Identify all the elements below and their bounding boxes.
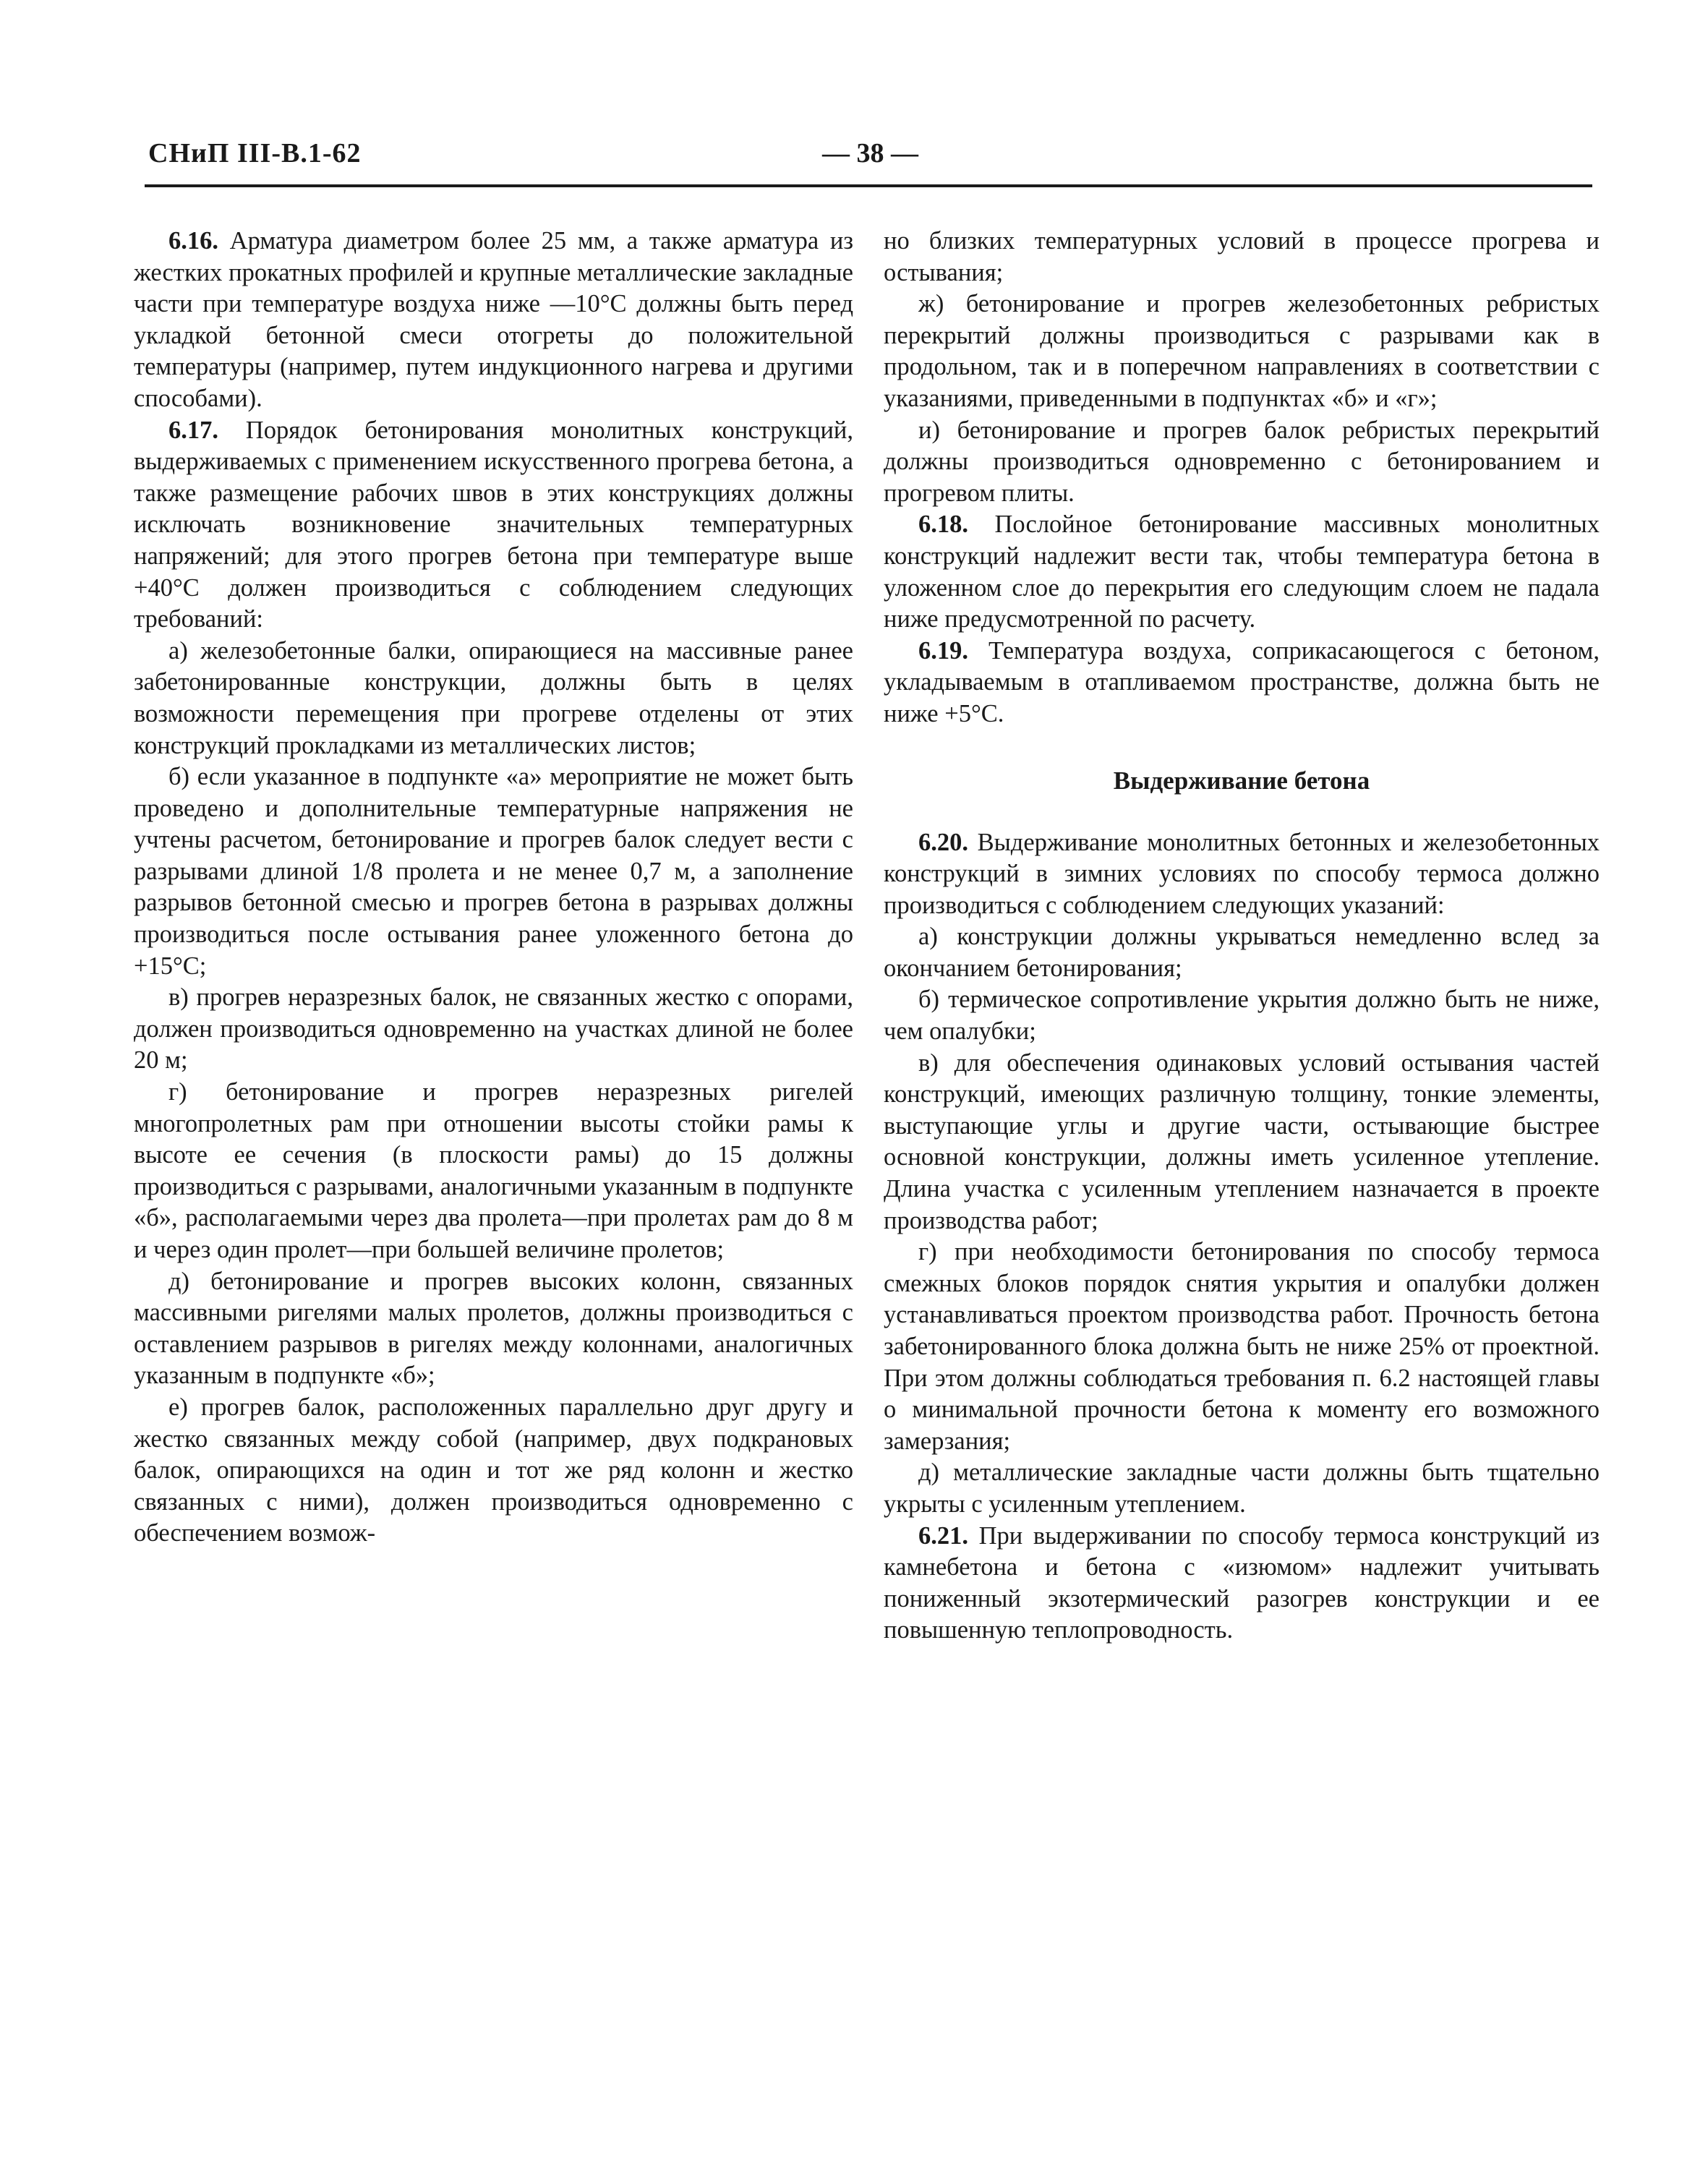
paragraph-text: Арматура диаметром более 25 мм, а также арматура из жестких прокатных профилей и крупные металлические закладные части при температуре воздуха ниже —10°С должны быть перед укладкой бетонной смеси отогреты до положительной температуры (например, путем индукционного нагрева и другими способами). [134, 227, 853, 412]
paragraph-number: 6.18. [918, 511, 968, 539]
paragraph-6-17 [134, 415, 853, 636]
list-item-e-continued: но близких температурных условий в процессе прогрева и остывания; [884, 227, 1600, 286]
paragraph-text: Порядок бетонирования монолитных конструкций, выдерживаемых с применением искусственного прогрева бетона, а также размещение рабочих швов в этих конструкциях должны исключать возникновение значительных температурных напряжений; для этого прогрев бетона при температуре выше +40°С должен производиться с соблюдением следующих требований: [134, 416, 853, 633]
list-item-a: а) конструкции должны укрываться немедленно вслед за окончанием бетонирования; [884, 923, 1600, 982]
document-code: СНиП III-В.1-62 [148, 138, 362, 168]
paragraph-number: 6.16. [168, 227, 218, 255]
paragraph-text: Выдерживание монолитных бетонных и железобетонных конструкций в зимних условиях по способу термоса должно производиться с соблюдением следующих указаний: [884, 828, 1600, 919]
list-item-v: в) прогрев неразрезных балок, не связанных жестко с опорами, должен производиться одновременно на участках длиной не более 20 м; [134, 983, 853, 1075]
list-item-zh: ж) бетонирование и прогрев железобетонных ребристых перекрытий должны производиться с разрывами как в продольном, так и в поперечном направлениях в соответствии с указаниями, приведенными в подпунктах «б» и «г»; [884, 290, 1600, 412]
paragraph-number: 6.20. [918, 828, 968, 856]
paragraph-text: При выдерживании по способу термоса конструкций из камнебетона и бетона с «изюмом» надлежит учитывать пониженный экзотермический разогрев конструкции и ее повышенную теплопроводность. [884, 1521, 1600, 1644]
paragraph-6-16 [134, 226, 853, 415]
header-rule [145, 184, 1592, 187]
section-heading: Выдерживание бетона [1113, 766, 1370, 795]
paragraph-text: Послойное бетонирование массивных монолитных конструкций надлежит вести так, чтобы температура бетона в уложенном слое до перекрытия его следующим слоем не падала ниже предусмотренной по расчету. [884, 511, 1600, 633]
paragraph-6-21 [884, 1521, 1600, 1647]
paragraph-6-18 [884, 509, 1600, 635]
right-column [884, 226, 1600, 1647]
paragraph-number: 6.21. [918, 1521, 968, 1550]
list-item-b: б) если указанное в подпункте «а» мероприятие не может быть проведено и дополнительные температурные напряжения не учтены расчетом, бетонирование и прогрев балок следует вести с разрывами длиной 1/8 пролета и не менее 0,7 м, а заполнение разрывов бетонной смесью и прогрев бетона в разрывах должны производиться после остывания ранее уложенного бетона до +15°С; [134, 763, 853, 980]
list-item-b: б) термическое сопротивление укрытия должно быть не ниже, чем опалубки; [884, 986, 1600, 1046]
list-item-d: д) металлические закладные части должны быть тщательно укрыты с усиленным утеплением. [884, 1459, 1600, 1518]
list-item-a: а) железобетонные балки, опирающиеся на массивные ранее забетонированные конструкции, должны быть в целях возможности перемещения при прогреве отделены от этих конструкций прокладками из металлических листов; [134, 636, 853, 759]
list-item-e: е) прогрев балок, расположенных параллельно друг другу и жестко связанных между собой (например, двух подкрановых балок, опирающихся на один и тот же ряд колонн и жестко связанных с ними), должен производиться одновременно с обеспечением возмож- [134, 1393, 853, 1547]
list-item-i: и) бетонирование и прогрев балок ребристых перекрытий должны производиться одновременно с бетонированием и прогревом плиты. [884, 416, 1600, 507]
left-column [134, 226, 853, 1550]
page-number: — 38 — [822, 138, 918, 168]
paragraph-number: 6.17. [168, 416, 218, 444]
page-header [148, 137, 1592, 181]
list-item-g: г) при необходимости бетонирования по способу термоса смежных блоков порядок снятия укрытия и опалубки должен устанавливаться проектом производства работ. Прочность бетона забетонированного блока должна быть не ниже 25% от проектной. При этом должны соблюдаться требования п. 6.2 настоящей главы о минимальной прочности бетона к моменту его возможного замерзания; [884, 1238, 1600, 1455]
paragraph-text: Температура воздуха, соприкасающегося с бетоном, укладываемым в отапливаемом пространстве, должна быть не ниже +5°С. [884, 636, 1600, 727]
list-item-g: г) бетонирование и прогрев неразрезных ригелей многопролетных рам при отношении высоты стойки рамы к высоте ее сечения (в плоскости рамы) до 15 должны производиться с разрывами, аналогичными указанным в подпункте «б», располагаемыми через два пролета—при пролетах рам до 8 м и через один пролет—при большей величине пролетов; [134, 1078, 853, 1263]
paragraph-6-19 [884, 636, 1600, 730]
list-item-d: д) бетонирование и прогрев высоких колонн, связанных массивными ригелями малых пролетов, должны производиться с оставлением разрывов в ригелях между колоннами, аналогичных указанным в подпункте «б»; [134, 1267, 853, 1390]
list-item-v: в) для обеспечения одинаковых условий остывания частей конструкций, имеющих различную толщину, тонкие элементы, выступающие углы и другие части, остывающие быстрее основной конструкции, должны иметь усиленное утепление. Длина участка с усиленным утеплением назначается в проекте производства работ; [884, 1049, 1600, 1234]
paragraph-6-20 [884, 827, 1600, 922]
paragraph-number: 6.19. [918, 636, 968, 665]
